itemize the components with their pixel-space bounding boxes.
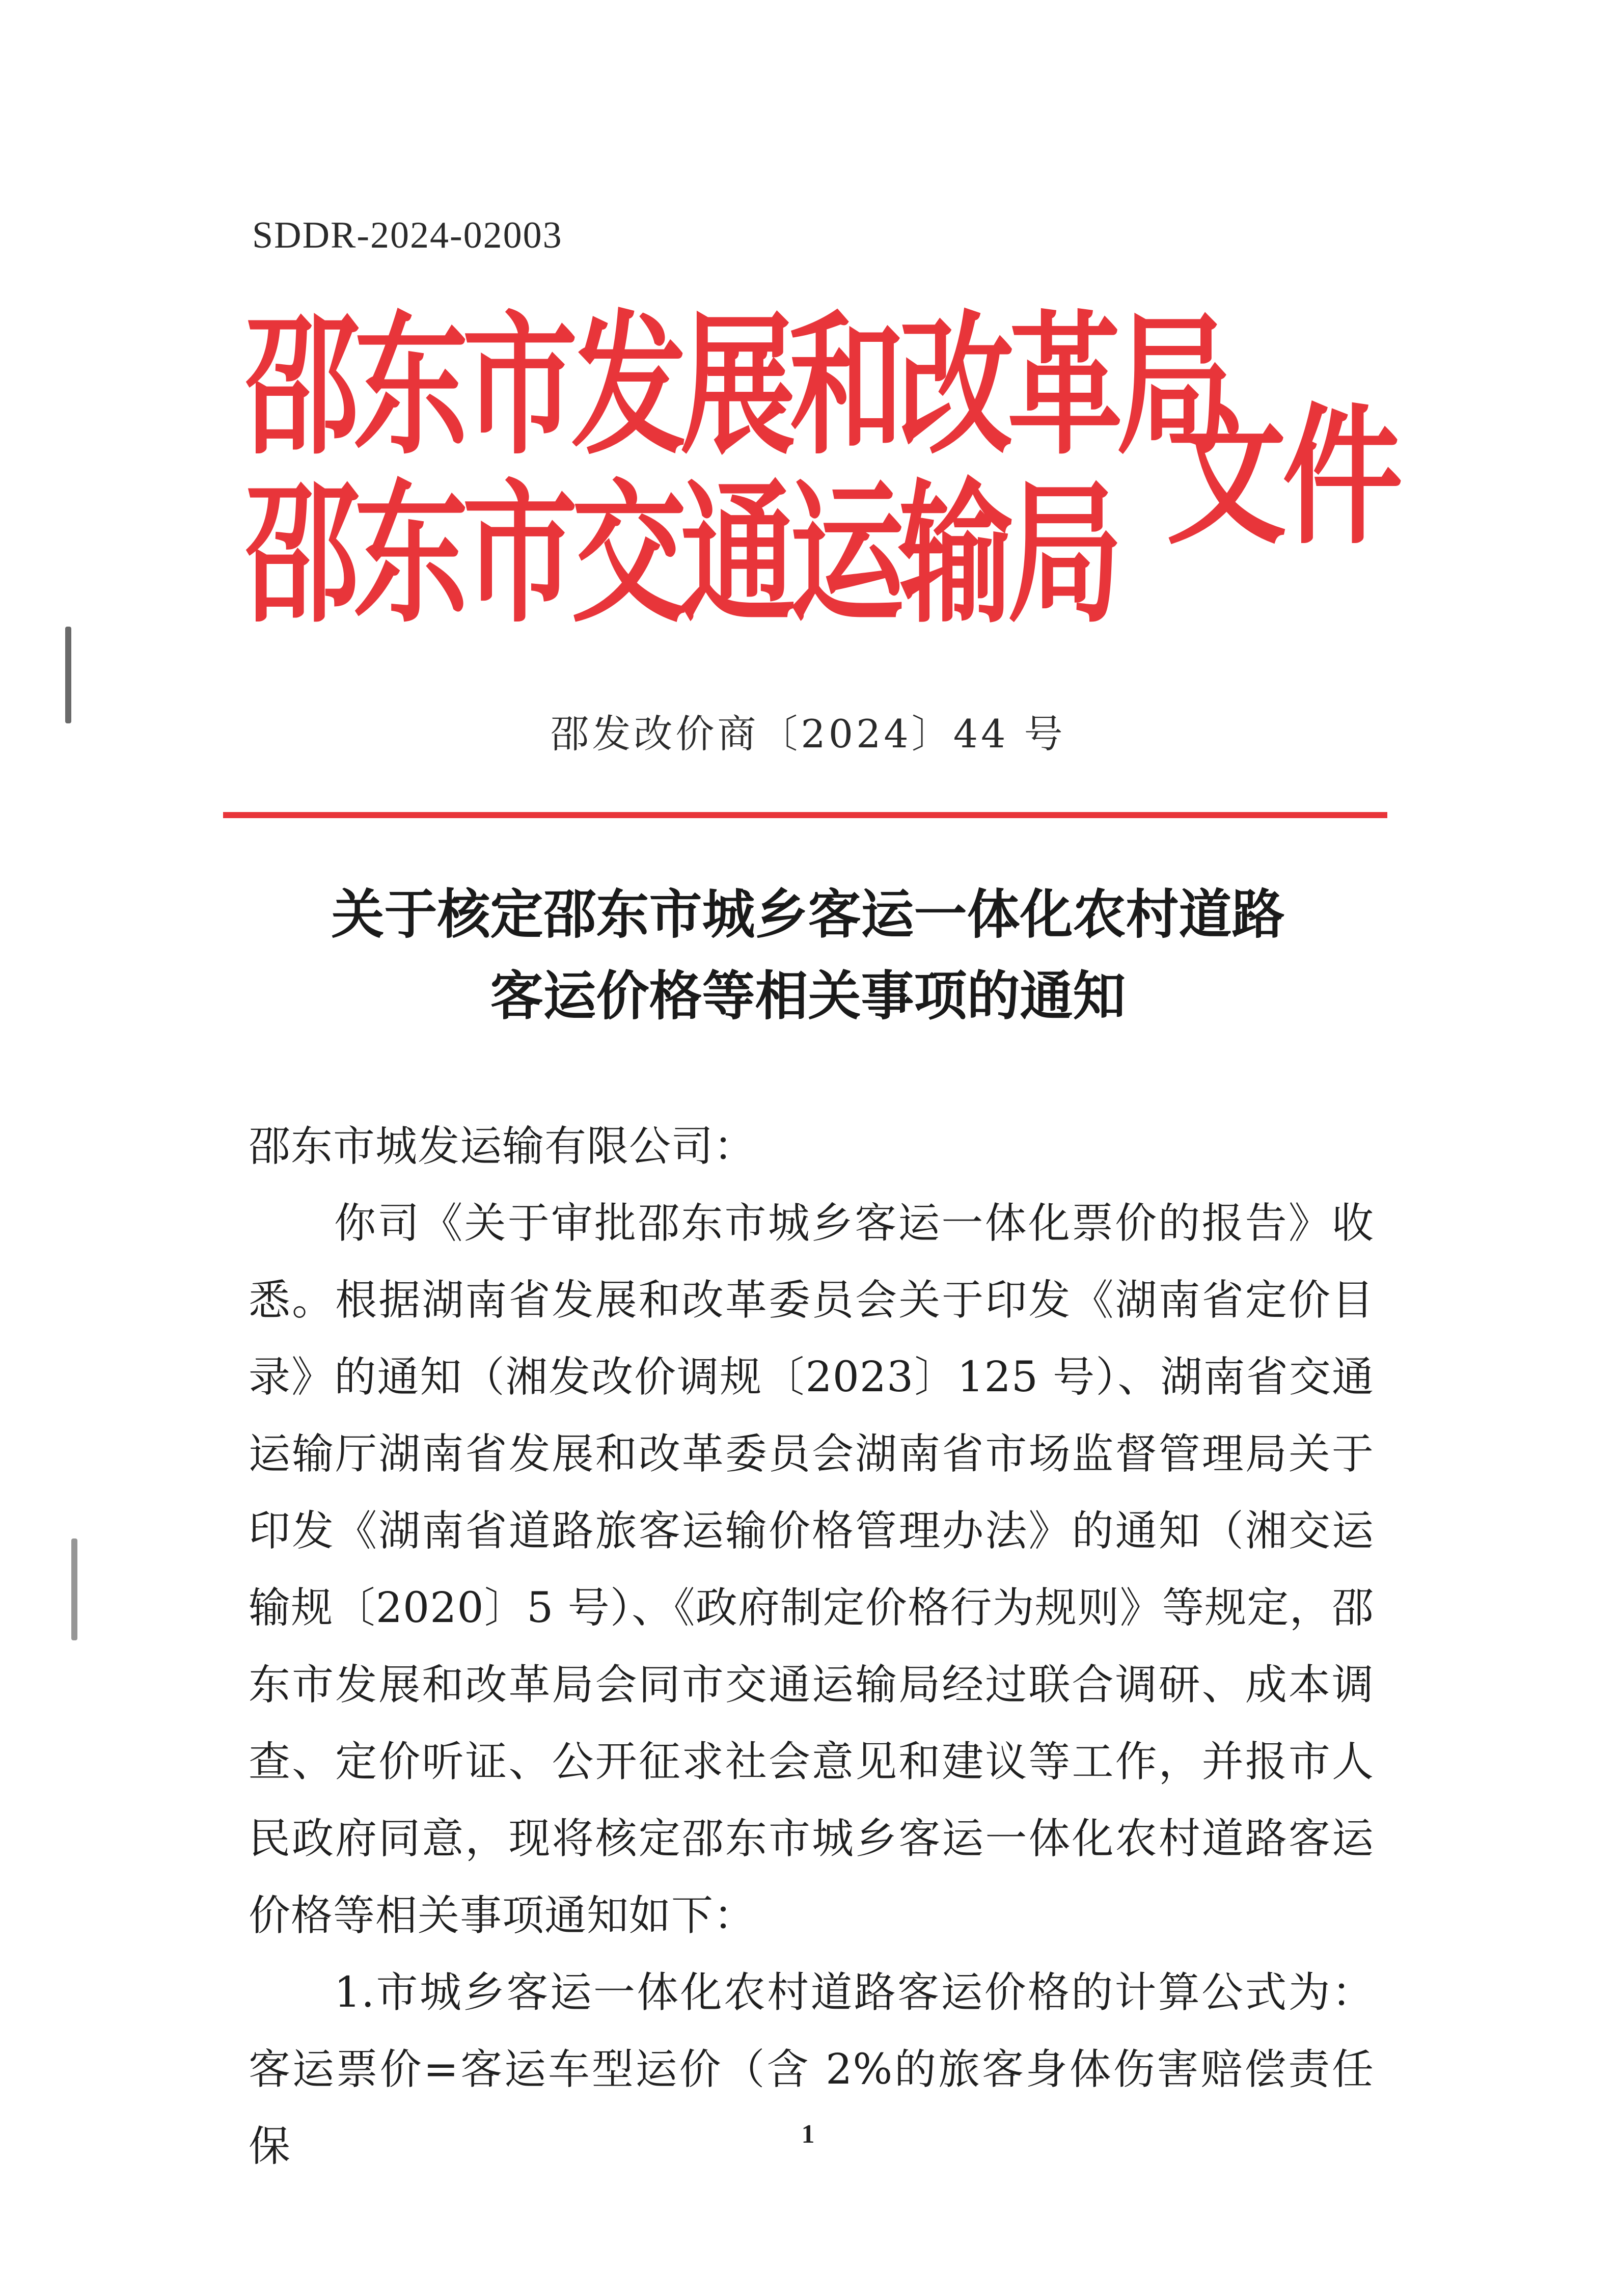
binding-mark-bottom <box>71 1538 77 1640</box>
file-number: 邵发改价商〔2024〕44 号 <box>550 711 1066 757</box>
body-paragraph-1: 你司《关于审批邵东市城乡客运一体化票价的报告》收悉。根据湖南省发展和改革委员会关于印发《湖南省定价目录》的通知（湘发改价调规〔2023〕125 号）、湖南省交通运输厅湖南省发展和改革委员会湖南省市场监督管理局关于印发《湖南省道路旅客运输价格管理办法》的通知（湘交运输规〔2020〕5 号）、《政府制定价格行为规则》等规定，邵东市发展和改革局会同市交通运输局经过联合调研、成本调查、定价听证、公开征求社会意见和建议等工作，并报市人民政府同意，现将核定邵东市城乡客运一体化农村道路客运价格等相关事项通知如下： <box>249 1199 1374 1940</box>
issuer-suffix: 文件 <box>1166 390 1399 565</box>
notice-body <box>249 1108 1374 2185</box>
title-line-2: 客运价格等相关事项的通知 <box>490 965 1126 1027</box>
notice-title <box>0 874 1616 1037</box>
issuer-block <box>244 285 1226 644</box>
issuer-line-2: 邵东市交通运输局 <box>244 465 1117 644</box>
title-line-1: 关于核定邵东市城乡客运一体化农村道路 <box>331 883 1285 946</box>
addressee: 邵东市城发运输有限公司： <box>249 1122 756 1171</box>
red-divider <box>223 812 1387 818</box>
issuer-line-1: 邵东市发展和改革局 <box>244 297 1226 476</box>
page-number: 1 <box>801 2120 815 2149</box>
body-paragraph-2: 1.市城乡客运一体化农村道路客运价格的计算公式为：客运票价=客运车型运价（含 2%的旅客身体伤害赔偿责任保 <box>249 1968 1374 2171</box>
document-code: SDDR-2024-02003 <box>252 214 563 256</box>
